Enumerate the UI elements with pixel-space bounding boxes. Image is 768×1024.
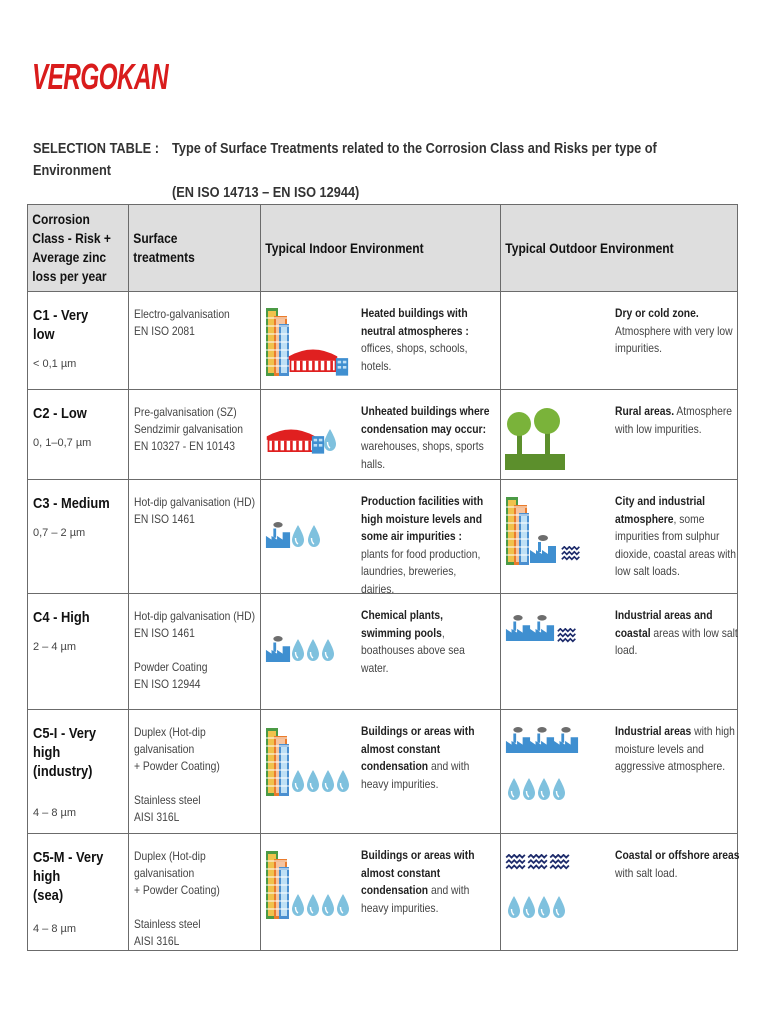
outdoor-cell: Rural areas. Atmosphere with low impurities. [501,390,738,480]
indoor-icons [265,308,355,383]
indoor-cell: Buildings or areas with almost constant condensation and with heavy impurities. [261,834,501,951]
factory-icon [506,727,530,753]
factory-icon [506,615,530,641]
header-indoor-environment: Typical Indoor Environment [261,205,501,292]
factory-icon [530,615,554,641]
drop-icon [523,896,535,918]
trees-icon [505,408,565,470]
treatment-cell: Electro-galvanisation EN ISO 2081 [129,292,261,390]
outdoor-cell: Dry or cold zone. Atmosphere with very low impurities. [501,292,738,390]
outdoor-icons [505,724,585,825]
drop-icon [322,894,334,916]
treatment-cell: Hot-dip galvanisation (HD) EN ISO 1461 Powder Coating EN ISO 12944 [129,594,261,710]
drop-icon [337,770,349,792]
table-header-row [28,205,738,292]
treatment-cell: Duplex (Hot-dip galvanisation + Powder Coating) Stainless steel AISI 316L [129,710,261,834]
zinc-loss: 0, 1–0,7 µm [33,437,92,449]
drop-icon [553,896,565,918]
corrosion-class-cell [28,594,129,710]
heading-label: SELECTION TABLE : [33,141,159,157]
drop-icon [508,778,520,800]
outdoor-icons [505,612,585,657]
zinc-loss: 0,7 – 2 µm [33,527,86,539]
class-name: C3 - Medium [33,495,110,512]
waves-icon [558,629,576,642]
drop-icon [292,770,304,792]
selection-table-heading [33,138,680,204]
table-row [28,292,738,390]
drop-icon [322,639,334,661]
header-outdoor-environment: Typical Outdoor Environment [501,205,738,292]
corrosion-class-cell [28,390,129,480]
drop-icon [307,894,319,916]
corrosion-class-cell [28,480,129,594]
hangar-icon [267,429,316,451]
small-building-icon [336,358,348,376]
vergokan-logo [32,56,172,101]
indoor-cell: Buildings or areas with almost constant condensation and with heavy impurities. [261,710,501,834]
logo-text: VERGOKAN [32,56,170,97]
indoor-icons [265,516,335,561]
waves-icon [528,855,547,868]
zinc-loss: 4 – 8 µm [33,807,77,819]
outdoor-cell: Industrial areas with high moisture levels and aggressive atmosphere. [501,710,738,834]
factory-icon [266,522,290,548]
table-row [28,710,738,834]
drop-icon [322,770,334,792]
class-name: C1 - Very low [33,307,89,343]
drop-icon [553,778,565,800]
outdoor-icons [505,406,567,475]
waves-icon [506,855,525,868]
corrosion-class-cell [28,710,129,834]
drop-icon [523,778,535,800]
outdoor-icons [505,496,589,573]
header-surface-treatments: Surface treatments [129,205,261,292]
drop-icon [324,429,336,451]
drop-icon [538,896,550,918]
drop-icon [307,639,319,661]
corrosion-class-cell [28,834,129,951]
drop-icon [308,525,320,547]
small-building-icon [312,436,324,454]
drop-icon [292,525,304,547]
buildings-icon [266,728,289,796]
indoor-cell: Heated buildings with neutral atmospheres : offices, shops, schools, hotels. [261,292,501,390]
drop-icon [538,778,550,800]
indoor-cell: Production facilities with high moisture levels and some air impurities : plants for food production, laundries, breweries, dairies. [261,480,501,594]
selection-table [27,204,738,951]
buildings-icon [266,851,289,919]
hangar-icon [289,349,338,371]
table-row [28,480,738,594]
drop-icon [508,896,520,918]
class-name: C2 - Low [33,405,87,422]
outdoor-cell: Coastal or offshore areas with salt load. [501,834,738,951]
heading-standards: (EN ISO 14713 – EN ISO 12944) [172,185,360,201]
outdoor-icons [505,854,585,935]
zinc-loss: 4 – 8 µm [33,923,77,935]
waves-icon [550,855,569,868]
outdoor-cell: Industrial areas and coastal areas with low salt load. [501,594,738,710]
class-name: C5-M - Very high (sea) [33,849,104,904]
class-name: C5-I - Very high (industry) [33,725,97,780]
treatment-cell: Pre-galvanisation (SZ) Sendzimir galvanisation EN 10327 - EN 10143 [129,390,261,480]
table-row [28,594,738,710]
indoor-icons [265,630,345,675]
waves-icon [562,547,580,560]
indoor-icons [265,726,355,805]
factory-icon [530,727,554,753]
treatment-cell: Duplex (Hot-dip galvanisation + Powder Coating) Stainless steel AISI 316L [129,834,261,951]
factory-icon [266,636,290,662]
factory-icon [554,727,578,753]
factory-icon [530,535,556,563]
table-row [28,834,738,951]
indoor-icons [265,848,355,929]
buildings-icon [506,497,529,565]
buildings-icon [266,308,289,376]
header-corrosion-class: Corrosion Class - Risk + Average zinc loss per year [28,205,129,292]
zinc-loss: < 0,1 µm [33,358,77,370]
drop-icon [307,770,319,792]
class-name: C4 - High [33,609,90,626]
corrosion-class-cell [28,292,129,390]
indoor-icons [265,420,355,465]
heading-title: Type of Surface Treatments related to the Corrosion Class and Risks per type of Environment [33,141,657,179]
drop-icon [292,894,304,916]
treatment-cell: Hot-dip galvanisation (HD) EN ISO 1461 [129,480,261,594]
drop-icon [292,639,304,661]
drop-icon [337,894,349,916]
indoor-cell: Chemical plants, swimming pools, boathouses above sea water. [261,594,501,710]
outdoor-cell: City and industrial atmosphere, some impurities from sulphur dioxide, coastal areas with low salt loads. [501,480,738,594]
indoor-cell: Unheated buildings where condensation may occur: warehouses, shops, sports halls. [261,390,501,480]
zinc-loss: 2 – 4 µm [33,641,77,653]
table-row [28,390,738,480]
